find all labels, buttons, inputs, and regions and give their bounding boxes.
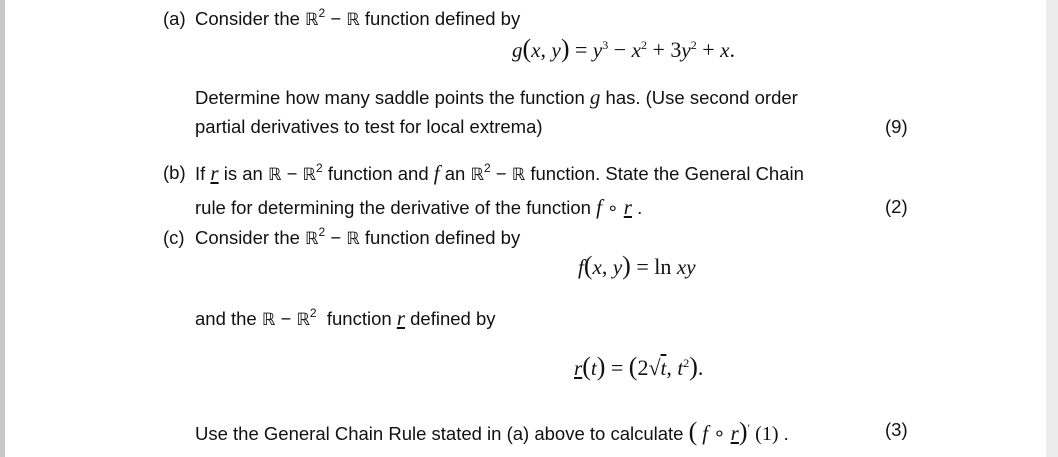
part-a-question-line1: Determine how many saddle points the function g has. (Use second order bbox=[195, 85, 798, 109]
part-b-line2: rule for determining the derivative of the function f ∘ r . bbox=[195, 195, 643, 219]
part-b-marks: (2) bbox=[885, 196, 908, 217]
part-c-intro: Consider the ℝ$^2$ − ℝ function defined by bbox=[195, 225, 521, 249]
part-c-and-line: and the ℝ − ℝ$^2$ function r defined by bbox=[195, 306, 496, 330]
part-b-label: (b) bbox=[163, 162, 186, 183]
part-c-final-line: Use the General Chain Rule stated in (a) above to calculate ( f ∘ r)′ (1) . bbox=[195, 417, 789, 446]
part-c-marks: (3) bbox=[885, 419, 908, 440]
right-margin-rule bbox=[1046, 0, 1058, 457]
part-b-line1: If r is an ℝ − ℝ$^2$ function and f an ℝ$^2$ − ℝ function. State the General Chain bbox=[195, 161, 804, 185]
equation-g: g(x, $y) = y^3 - x^2 + 3y^2 + x$. bbox=[512, 34, 735, 63]
part-a-marks: (9) bbox=[885, 116, 908, 137]
equation-f: f(x, y) = ln xy bbox=[578, 251, 696, 280]
part-a-question-line2: partial derivatives to test for local extrema) bbox=[195, 116, 543, 137]
equation-r: r(t) = (2√t, $t^2$). bbox=[574, 352, 704, 381]
part-a-label: (a) bbox=[163, 8, 186, 29]
part-a-intro: Consider the ℝ$^2$ − ℝ function defined by bbox=[195, 6, 521, 30]
left-margin-rule bbox=[0, 0, 5, 457]
part-c-label: (c) bbox=[163, 227, 185, 248]
